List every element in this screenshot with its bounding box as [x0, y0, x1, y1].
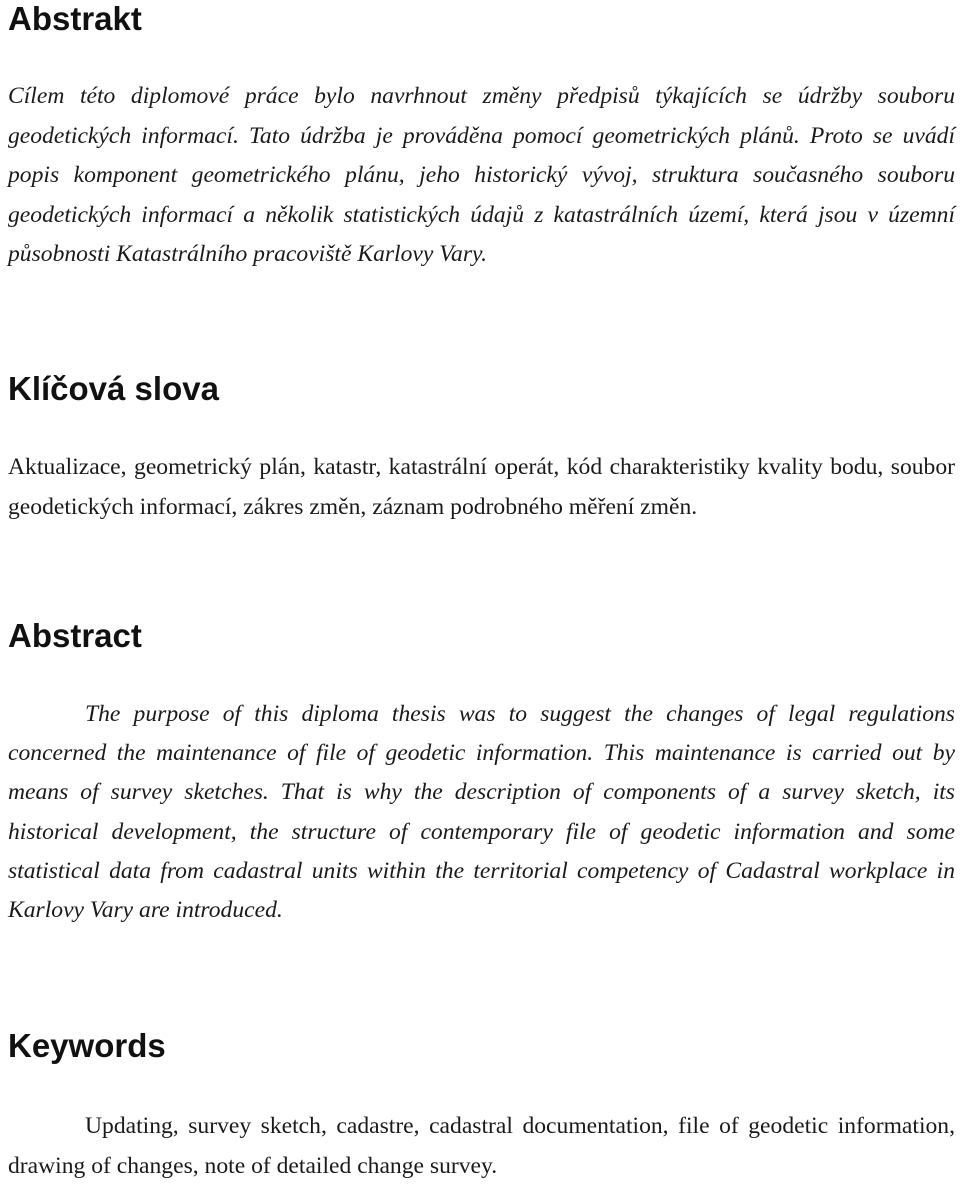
abstract-heading: Abstract: [8, 617, 142, 654]
klicova-slova-heading: Klíčová slova: [8, 370, 219, 407]
abstract-paragraph: The purpose of this diploma thesis was to suggest the changes of legal regulations concerned the maintenance of file of geodetic information. This maintenance is carried out by means of survey sketches. That is why the description of components of a survey sketch, its historical development, the structure of contemporary file of geodetic information and some statistical data from cadastral units within the territorial competency of Cadastral workplace in Karlovy Vary are introduced.: [8, 701, 955, 924]
klicova-slova-paragraph: Aktualizace, geometrický plán, katastr, katastrální operát, kód charakteristiky kvality bodu, soubor geodetických informací, zákres změn, záznam podrobného měření změn.: [8, 454, 955, 520]
keywords-heading: Keywords: [8, 1027, 166, 1064]
abstrakt-paragraph: Cílem této diplomové práce bylo navrhnout změny předpisů týkajících se údržby souboru geodetických informací. Tato údržba je prováděna pomocí geometrických plánů. Proto se uvádí popis komponent geometrického plánu, jeho historický vývoj, struktura současného souboru geodetických informací a několik statistických údajů z katastrálních území, která jsou v územní působnosti Katastrálního pracoviště Karlovy Vary.: [8, 83, 955, 267]
abstrakt-heading: Abstrakt: [8, 0, 142, 37]
keywords-paragraph: Updating, survey sketch, cadastre, cadastral documentation, file of geodetic information, drawing of changes, note of detailed change survey.: [8, 1113, 955, 1179]
